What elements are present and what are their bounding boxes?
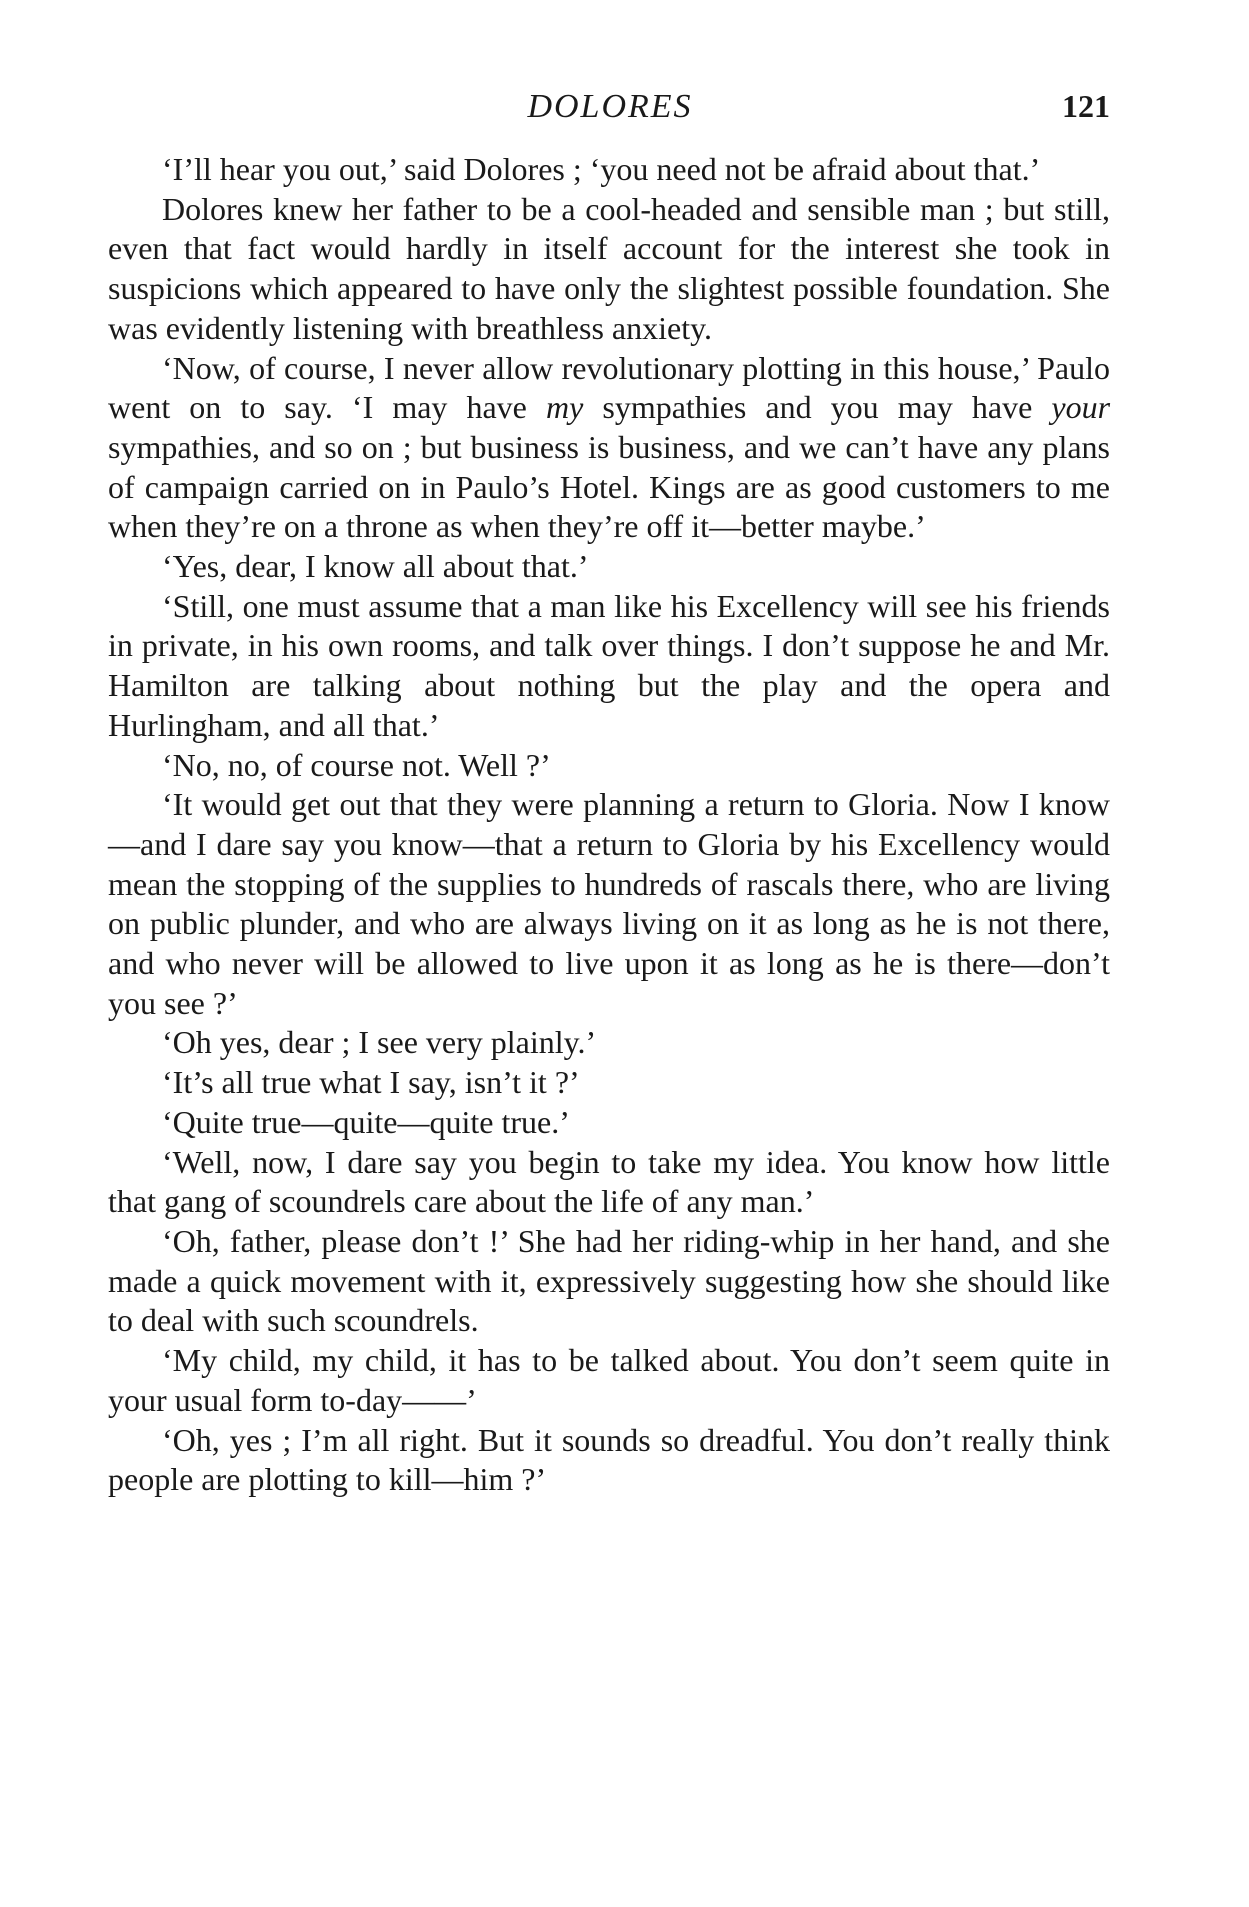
paragraph-text: sympathies, and so on ; but business is business, and we can’t have any plans of campaign carried on in Paulo’s Hotel. Kings are as good customers to me when they’re on a throne as when they’re off it—better maybe.’ (108, 428, 1110, 545)
paragraph: ‘My child, my child, it has to be talked about. You don’t seem quite in your usual form to-day——’ (108, 1342, 1110, 1418)
emphasis: my (545, 389, 584, 426)
paragraph: ‘Quite true—quite—quite true.’ (162, 1103, 570, 1140)
paragraph: ‘It’s all true what I say, isn’t it ?’ (162, 1064, 580, 1101)
paragraph: ‘Still, one must assume that a man like his Excellency will see his friends in private, in his own rooms, and talk over things. I don’t suppose he and Mr. Hamilton are talking about nothing but the play and the opera and Hurlingham, and all that.’ (108, 587, 1110, 743)
paragraph: ‘It would get out that they were planning a return to Gloria. Now I know—and I dare say you know—that a return to Gloria by his Excellency would mean the stopping of the supplies to hundreds of rascals there, who are living on public plunder, and who are always living on it as long as he is not there, and who never will be allowed to live upon it as long as he is there—don’t you see ?’ (108, 786, 1110, 1021)
running-title: DOLORES (527, 88, 693, 125)
paragraph: Dolores knew her father to be a cool-headed and sensible man ; but still, even that fact would hardly in itself account for the interest she took in suspicions which appeared to have only the slightest possible foundation. She was evidently listening with breathless anxiety. (108, 190, 1110, 346)
paragraph: ‘Oh yes, dear ; I see very plainly.’ (162, 1024, 597, 1061)
paragraph-text: ‘Now, of course, I never allow revolutionary plotting in this house,’ Paulo went on to say. ‘I may have (108, 349, 1110, 426)
emphasis: your (1051, 389, 1111, 426)
paragraph (108, 349, 1110, 548)
page-header (110, 84, 1110, 134)
paragraph: ‘Oh, father, please don’t !’ She had her riding-whip in her hand, and she made a quick movement with it, expressively suggesting how she should like to deal with such scoundrels. (108, 1222, 1110, 1339)
paragraph: ‘Oh, yes ; I’m all right. But it sounds so dreadful. You don’t really think people are plotting to kill—him ?’ (108, 1421, 1110, 1498)
page-number: 121 (1062, 88, 1110, 124)
paragraph: ‘Yes, dear, I know all about that.’ (162, 548, 589, 585)
paragraph: ‘I’ll hear you out,’ said Dolores ; ‘you need not be afraid about that.’ (162, 151, 1041, 187)
body-text (108, 150, 1110, 1500)
paragraph-text: sympathies and you may have (602, 389, 1033, 426)
paragraph: ‘No, no, of course not. Well ?’ (162, 746, 551, 783)
paragraph: ‘Well, now, I dare say you begin to take my idea. You know how little that gang of scoundrels care about the life of any man.’ (108, 1143, 1110, 1220)
